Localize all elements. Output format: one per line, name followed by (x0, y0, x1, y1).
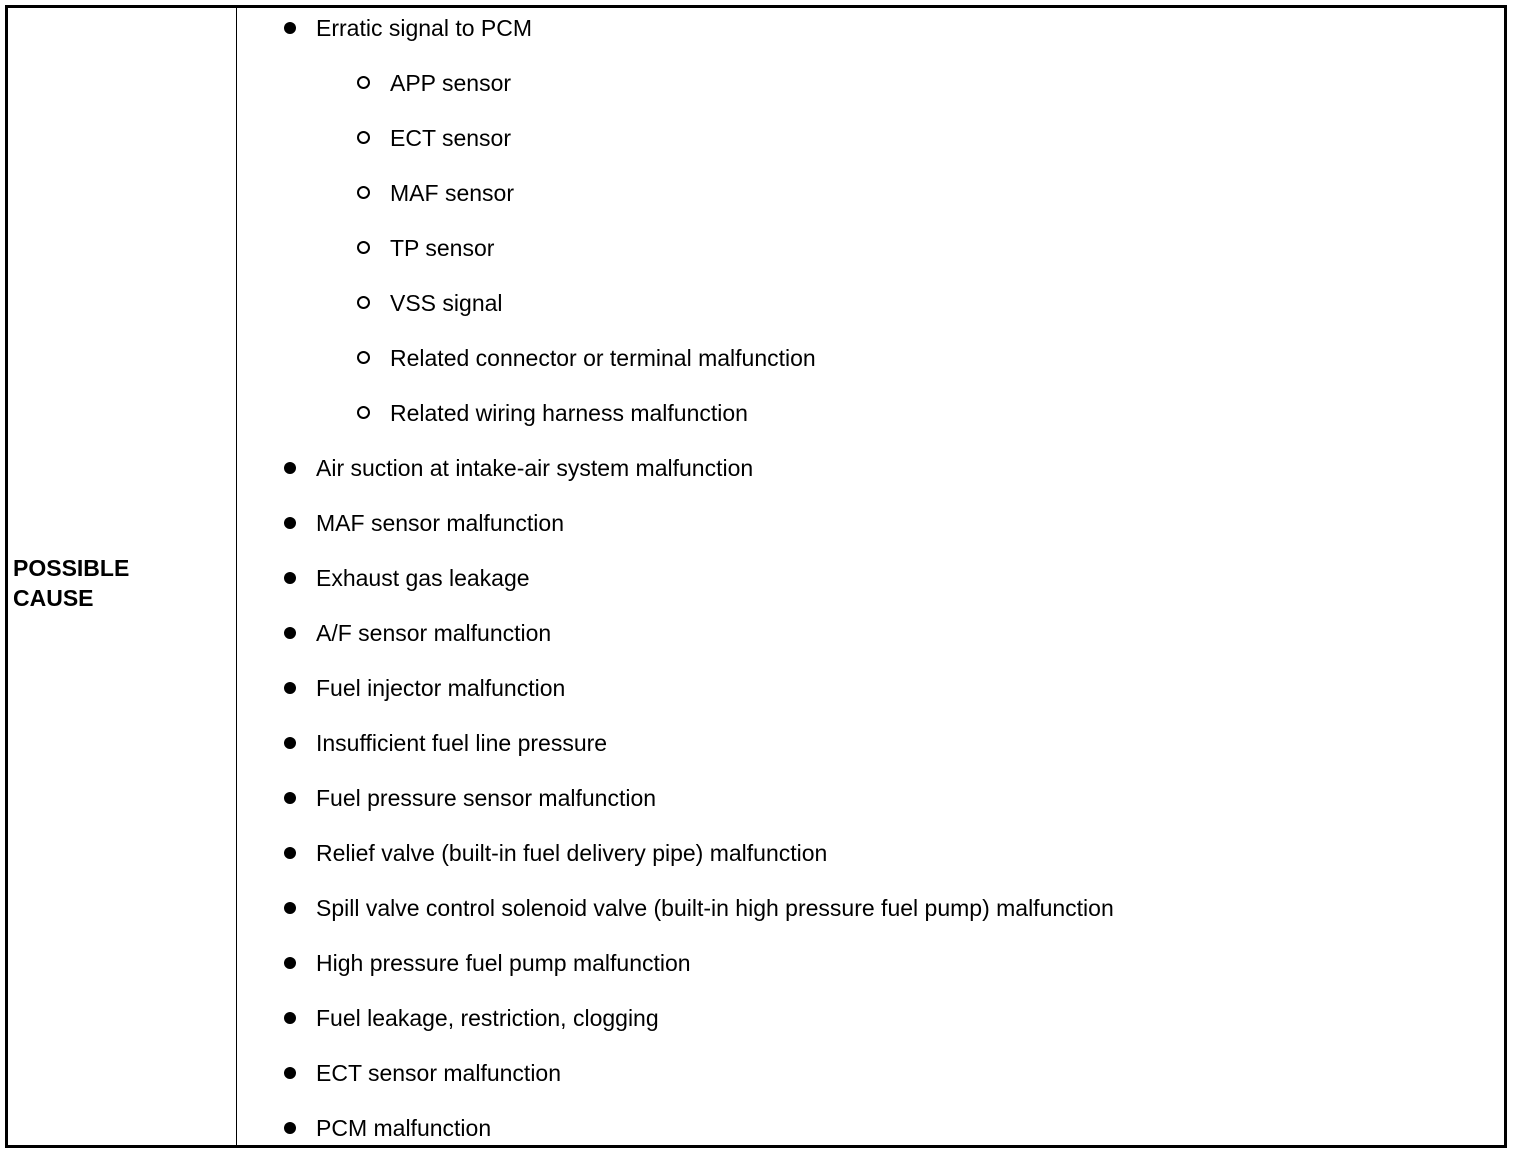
bullet-icon (284, 1012, 296, 1024)
sub-bullet-icon (357, 241, 370, 254)
list-item: PCM malfunction (316, 1115, 492, 1141)
list-item: Spill valve control solenoid valve (built-in high pressure fuel pump) malfunction (316, 895, 1114, 921)
possible-cause-table (5, 5, 1507, 1148)
sub-bullet-icon (357, 351, 370, 364)
list-item: Air suction at intake-air system malfunction (316, 455, 754, 481)
sub-list-item: TP sensor (390, 235, 495, 261)
bullet-icon (284, 682, 296, 694)
bullet-icon (284, 517, 296, 529)
bullet-icon (284, 1122, 296, 1134)
sub-bullet-icon (357, 131, 370, 144)
list-item: ECT sensor malfunction (316, 1060, 562, 1086)
list-item: Exhaust gas leakage (316, 565, 530, 591)
sub-bullet-icon (357, 296, 370, 309)
list-item: MAF sensor malfunction (316, 510, 564, 536)
bullet-icon (284, 792, 296, 804)
label-cell (8, 8, 237, 1145)
list-item: Fuel leakage, restriction, clogging (316, 1005, 659, 1031)
list-item: High pressure fuel pump malfunction (316, 950, 691, 976)
bullet-icon (284, 902, 296, 914)
list-item: Fuel injector malfunction (316, 675, 566, 701)
sub-bullet-icon (357, 186, 370, 199)
list-item: A/F sensor malfunction (316, 620, 552, 646)
sub-list-item: ECT sensor (390, 125, 512, 151)
sub-list-item: MAF sensor (390, 180, 514, 206)
list-item: Fuel pressure sensor malfunction (316, 785, 657, 811)
cause-list (237, 8, 1504, 1145)
sub-bullet-icon (357, 406, 370, 419)
sub-list-item: Related wiring harness malfunction (390, 400, 748, 426)
bullet-icon (284, 1067, 296, 1079)
bullet-icon (284, 957, 296, 969)
list-item: Erratic signal to PCM (316, 15, 533, 41)
bullet-icon (284, 462, 296, 474)
list-item: Insufficient fuel line pressure (316, 730, 608, 756)
bullet-icon (284, 737, 296, 749)
bullet-icon (284, 22, 296, 34)
sub-list-item: APP sensor (390, 70, 512, 96)
bullet-icon (284, 847, 296, 859)
sub-bullet-icon (357, 76, 370, 89)
bullet-icon (284, 627, 296, 639)
sub-list-item: VSS signal (390, 290, 503, 316)
list-item: Relief valve (built-in fuel delivery pipe) malfunction (316, 840, 828, 866)
possible-cause-label: POSSIBLE CAUSE (13, 554, 130, 611)
bullet-icon (284, 572, 296, 584)
sub-list-item: Related connector or terminal malfunction (390, 345, 816, 371)
